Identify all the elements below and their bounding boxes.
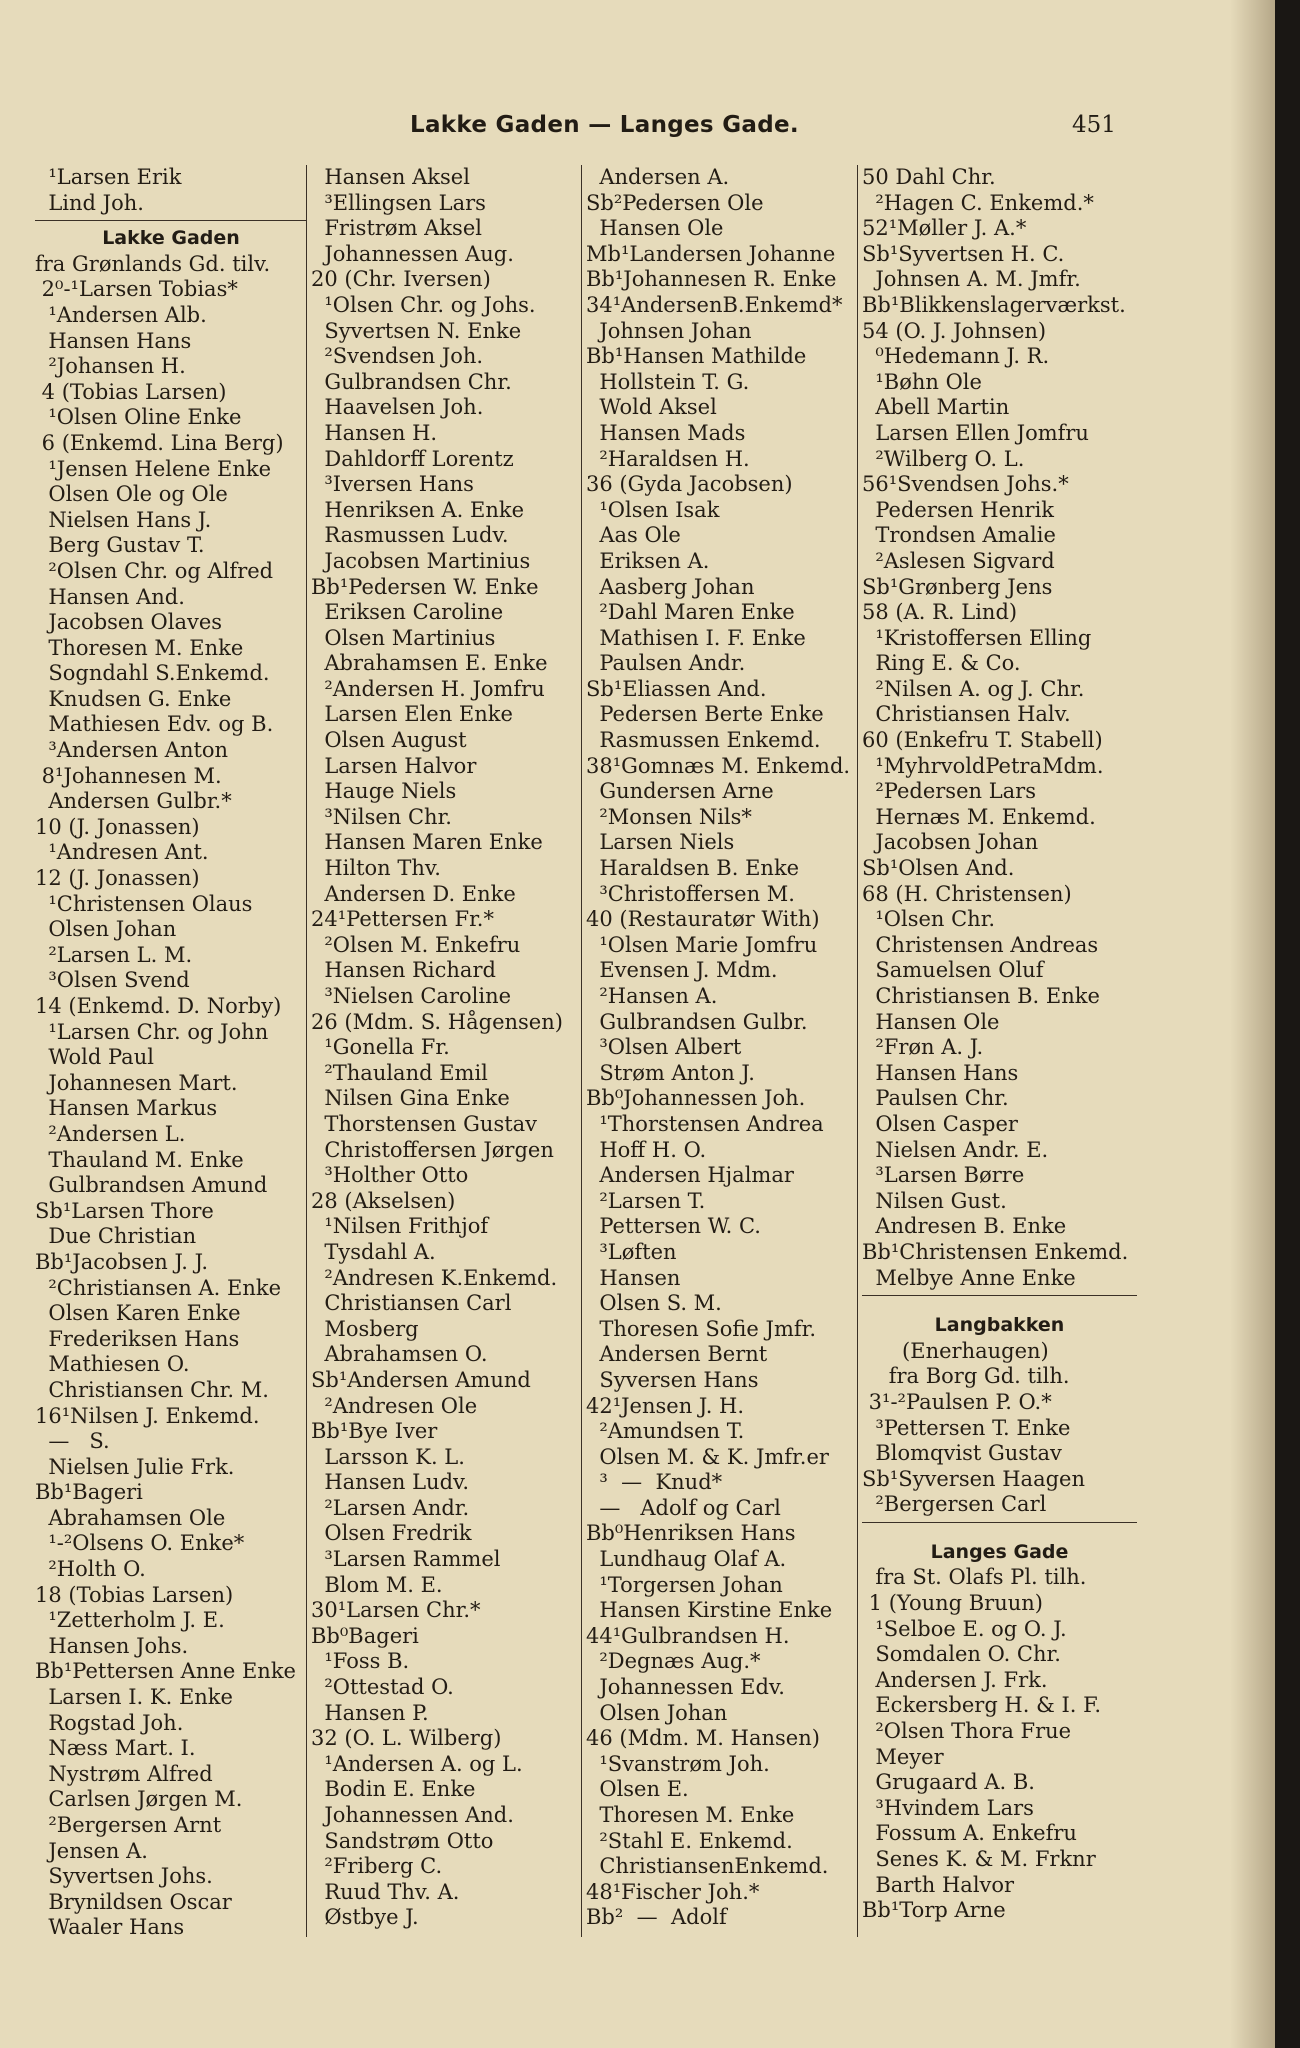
directory-entry: 4 (Tobias Larsen) <box>35 379 227 404</box>
directory-entry: Melbye Anne Enke <box>862 1265 1076 1290</box>
directory-entry: ¹Foss B. <box>311 1649 410 1674</box>
directory-entry: Hauge Niels <box>311 779 457 804</box>
directory-entry: Wold Paul <box>35 1045 154 1070</box>
directory-entry: Paulsen Chr. <box>862 1086 1009 1111</box>
directory-entry: Tysdahl A. <box>311 1239 436 1264</box>
directory-entry: Bb¹Pettersen Anne Enke <box>35 1659 296 1684</box>
directory-entry: Blom M. E. <box>311 1572 443 1597</box>
directory-entry: ¹Jensen Helene Enke <box>35 456 272 481</box>
directory-entry: Sb¹Grønberg Jens <box>862 574 1053 599</box>
directory-entry: 46 (Mdm. M. Hansen) <box>586 1726 820 1751</box>
directory-entry: Nilsen Gina Enke <box>311 1086 510 1111</box>
directory-entry: Bodin E. Enke <box>311 1777 476 1802</box>
directory-entry: Rasmussen Ludv. <box>311 523 509 548</box>
directory-entry: Sb¹Larsen Thore <box>35 1198 214 1223</box>
directory-entry: ³Hvindem Lars <box>862 1795 1034 1820</box>
directory-entry: Mosberg <box>311 1316 419 1341</box>
directory-entry: Paulsen Andr. <box>586 651 746 676</box>
directory-entry: Johannessen And. <box>311 1803 514 1827</box>
directory-entry: Sb²Pedersen Ole <box>586 190 764 215</box>
directory-entry: 68 (H. Christensen) <box>862 881 1072 906</box>
directory-entry: Gulbrandsen Amund <box>35 1173 268 1198</box>
directory-entry: ²Johansen H. <box>35 354 186 379</box>
directory-entry: 6 (Enkemd. Lina Berg) <box>35 430 284 455</box>
directory-entry: Olsen S. M. <box>586 1291 722 1316</box>
directory-entry: — S. <box>35 1429 110 1454</box>
directory-entry: 52¹Møller J. A.* <box>862 216 1027 241</box>
directory-entry: Sogndahl S.Enkemd. <box>35 661 270 686</box>
directory-entry: ³Nilsen Chr. <box>311 804 452 829</box>
directory-entry: Mathiesen O. <box>35 1352 190 1377</box>
directory-entry: Christiansen Carl <box>311 1291 512 1316</box>
directory-entry: ²Larsen Andr. <box>311 1495 470 1520</box>
directory-entry: ²Andersen L. <box>35 1121 186 1146</box>
directory-entry: ¹Olsen Chr. og Johs. <box>311 292 536 317</box>
directory-entry: Thorstensen Gustav <box>311 1111 538 1136</box>
directory-entry: Senes K. & M. Frknr <box>862 1847 1096 1871</box>
directory-entry: Bb¹Johannesen R. Enke <box>586 267 837 292</box>
directory-entry: Sb¹Syversen Haagen <box>862 1466 1085 1491</box>
directory-entry: ¹Andersen A. og L. <box>311 1751 523 1776</box>
directory-entry: Hansen Maren Enke <box>311 830 543 855</box>
directory-entry: ²Bergersen Arnt <box>35 1813 222 1837</box>
directory-entry: Haavelsen Joh. <box>311 395 484 420</box>
directory-entry: Hansen Richard <box>311 958 496 983</box>
directory-entry: Hansen <box>586 1265 681 1290</box>
directory-entry: ²Bergersen Carl <box>862 1492 1047 1517</box>
directory-entry: 2⁰-¹Larsen Tobias* <box>35 277 238 302</box>
directory-entry: Sandstrøm Otto <box>311 1828 494 1853</box>
directory-entry: Eriksen Caroline <box>311 600 504 625</box>
directory-entry: Larsson K. L. <box>311 1444 465 1469</box>
directory-entry: ³Andersen Anton <box>35 738 229 763</box>
directory-entry: Hansen H. <box>311 420 438 445</box>
directory-entry: Olsen August <box>311 728 467 753</box>
directory-entry: Larsen I. K. Enke <box>35 1685 233 1710</box>
directory-entry: ²Larsen L. M. <box>35 942 193 967</box>
directory-entry: Bb⁰Henriksen Hans <box>586 1521 796 1546</box>
directory-entry: ¹Svanstrøm Joh. <box>586 1751 770 1776</box>
directory-entry: ¹Christensen Olaus <box>35 891 253 916</box>
directory-entry: ³Olsen Svend <box>35 968 190 993</box>
directory-entry: Aas Ole <box>586 523 681 548</box>
directory-entry: Olsen Karen Enke <box>35 1301 241 1326</box>
running-title: Lakke Gaden — Langes Gade. <box>410 112 799 138</box>
directory-entry: 42¹Jensen J. H. <box>586 1393 745 1418</box>
directory-entry: Knudsen G. Enke <box>35 686 232 711</box>
directory-entry: ¹Olsen Chr. <box>862 907 996 932</box>
directory-entry: Mathisen I. F. Enke <box>586 625 806 650</box>
directory-entry: Bb¹Blikkenslagerværkst. <box>862 292 1126 317</box>
directory-entry: Abrahamsen E. Enke <box>311 651 548 676</box>
directory-entry: ¹Gonella Fr. <box>311 1035 450 1060</box>
column-4 <box>862 165 1137 1924</box>
directory-entry: 34¹AndersenB.Enkemd* <box>586 292 843 317</box>
directory-entry: 3¹-²Paulsen P. O.* <box>862 1389 1052 1414</box>
directory-entry: Nilsen Gust. <box>862 1188 1007 1213</box>
directory-entry: ¹Andresen Ant. <box>35 840 209 865</box>
directory-entry: ²Andresen K.Enkemd. <box>311 1265 558 1290</box>
directory-entry: ²Pedersen Lars <box>862 779 1036 804</box>
directory-entry: ²Olsen Thora Frue <box>862 1719 1072 1744</box>
directory-entry: ²Hagen C. Enkemd.* <box>862 190 1094 215</box>
directory-entry: Lind Joh. <box>35 190 144 215</box>
directory-entry: Jacobsen Martinius <box>311 548 531 573</box>
directory-entry: ²Frøn A. J. <box>862 1035 984 1060</box>
directory-entry: ¹MyhrvoldPetraMdm. <box>862 753 1104 778</box>
directory-entry: Hansen Hans <box>35 328 192 353</box>
directory-entry: Olsen M. & K. Jmfr.er <box>586 1444 829 1469</box>
directory-entry: 58 (A. R. Lind) <box>862 600 1018 625</box>
directory-entry: Olsen Casper <box>862 1111 1018 1136</box>
directory-entry: Strøm Anton J. <box>586 1060 755 1085</box>
directory-entry: Eriksen A. <box>586 548 710 573</box>
directory-entry: ²Haraldsen H. <box>586 446 750 471</box>
directory-entry: Carlsen Jørgen M. <box>35 1787 243 1812</box>
directory-entry: ¹Kristoffersen Elling <box>862 625 1092 650</box>
directory-entry: Jacobsen Olaves <box>35 610 223 635</box>
directory-entry: ¹Larsen Chr. og John <box>35 1019 269 1044</box>
directory-entry: ¹Thorstensen Andrea <box>586 1111 824 1136</box>
directory-entry: 16¹Nilsen J. Enkemd. <box>35 1403 260 1428</box>
directory-entry: 1 (Young Bruun) <box>862 1591 1043 1616</box>
directory-entry: Fossum A. Enkefru <box>862 1821 1077 1846</box>
directory-entry: Aasberg Johan <box>586 574 755 599</box>
section-gap <box>862 1301 1137 1313</box>
directory-entry: ²Andresen Ole <box>311 1393 478 1418</box>
directory-entry: — Adolf og Carl <box>586 1495 781 1520</box>
directory-entry: Due Christian <box>35 1224 197 1249</box>
directory-entry: Andresen B. Enke <box>862 1214 1067 1239</box>
directory-entry: Gulbrandsen Chr. <box>311 369 512 394</box>
directory-entry: Bb¹Hansen Mathilde <box>586 344 807 369</box>
directory-entry: Bb⁰Johannessen Joh. <box>586 1086 806 1111</box>
page-header <box>0 112 1140 146</box>
directory-entry: 28 (Akselsen) <box>311 1188 456 1213</box>
directory-entry: Grugaard A. B. <box>862 1770 1035 1795</box>
directory-entry: Christiansen Chr. M. <box>35 1377 269 1402</box>
directory-entry: Mathiesen Edv. og B. <box>35 712 274 737</box>
directory-entry: 24¹Pettersen Fr.* <box>311 907 494 932</box>
directory-entry: ²Nilsen A. og J. Chr. <box>862 676 1085 701</box>
directory-entry: 26 (Mdm. S. Hågensen) <box>311 1009 563 1034</box>
directory-entry: Bb¹Pedersen W. Enke <box>311 574 539 599</box>
directory-entry: ⁰Hedemann J. R. <box>862 344 1050 369</box>
directory-entry: ²Olsen Chr. og Alfred <box>35 558 274 583</box>
directory-entry: 14 (Enkemd. D. Norby) <box>35 994 282 1018</box>
directory-entry: Hansen Ole <box>862 1009 1000 1034</box>
directory-entry: Samuelsen Oluf <box>862 958 1044 983</box>
directory-entry: ²Dahl Maren Enke <box>586 600 795 625</box>
directory-entry: 50 Dahl Chr. <box>862 165 996 189</box>
directory-entry: Olsen E. <box>586 1777 689 1802</box>
directory-entry: Dahldorff Lorentz <box>311 446 514 471</box>
directory-entry: ²Aslesen Sigvard <box>862 548 1055 573</box>
directory-entry: ³Olsen Albert <box>586 1035 742 1060</box>
directory-entry: fra Grønlands Gd. tilv. <box>35 251 271 276</box>
directory-entry: Henriksen A. Enke <box>311 497 525 522</box>
street-heading: Langbakken <box>934 1314 1065 1337</box>
directory-entry: Jacobsen Johan <box>862 830 1039 855</box>
directory-entry: ¹Larsen Erik <box>35 165 182 189</box>
column-2 <box>311 165 583 1931</box>
directory-entry: Sb¹Olsen And. <box>862 856 1015 881</box>
directory-entry: Andersen J. Frk. <box>862 1667 1048 1692</box>
directory-entry: Hansen P. <box>311 1700 429 1725</box>
directory-entry: Olsen Fredrik <box>311 1521 472 1546</box>
directory-entry: Hansen Hans <box>862 1060 1019 1085</box>
directory-entry: ²Christiansen A. Enke <box>35 1275 282 1300</box>
directory-entry: Sb¹Eliassen And. <box>586 676 767 701</box>
directory-entry: ¹Bøhn Ole <box>862 369 982 394</box>
directory-entry: Larsen Niels <box>586 830 735 855</box>
directory-entry: Abrahamsen Ole <box>35 1505 226 1530</box>
section-divider <box>862 1522 1137 1523</box>
directory-entry: Hansen Johs. <box>35 1633 189 1658</box>
directory-entry: Hansen Kirstine Enke <box>586 1598 833 1623</box>
directory-entry: Trondsen Amalie <box>862 523 1056 548</box>
directory-entry: Johannessen Edv. <box>586 1675 785 1700</box>
directory-entry: 20 (Chr. Iversen) <box>311 267 491 292</box>
directory-entry: Sb¹Syvertsen H. C. <box>862 241 1065 266</box>
directory-entry: ²Stahl E. Enkemd. <box>586 1828 793 1853</box>
directory-entry: ²Ottestad O. <box>311 1675 454 1700</box>
directory-entry: Christiansen B. Enke <box>862 984 1100 1008</box>
directory-entry: ²Amundsen T. <box>586 1419 745 1444</box>
directory-entry: Andersen A. <box>586 165 730 189</box>
directory-entry: Andersen D. Enke <box>311 881 516 906</box>
directory-entry: ¹Olsen Marie Jomfru <box>586 932 818 957</box>
directory-entry: 60 (Enkefru T. Stabell) <box>862 728 1103 753</box>
section-divider <box>35 220 307 221</box>
directory-entry: Bb¹Torp Arne <box>862 1898 1006 1923</box>
directory-entry: Hernæs M. Enkemd. <box>862 804 1096 829</box>
directory-entry: ²Holth O. <box>35 1557 146 1582</box>
directory-entry: ³ — Knud* <box>586 1470 723 1495</box>
directory-entry: Syvertsen Johs. <box>35 1864 213 1889</box>
directory-entry: ²Monsen Nils* <box>586 804 752 829</box>
directory-entry: Johnsen A. M. Jmfr. <box>862 267 1081 292</box>
directory-entry: ¹Torgersen Johan <box>586 1572 783 1597</box>
directory-entry: Waaler Hans <box>35 1915 185 1940</box>
directory-entry: Rogstad Joh. <box>35 1710 184 1735</box>
directory-entry: Johannessen Aug. <box>311 241 514 266</box>
directory-entry: ¹Andersen Alb. <box>35 302 207 327</box>
directory-entry: ³Løften <box>586 1239 677 1264</box>
directory-entry: Olsen Johan <box>586 1700 728 1725</box>
page-number: 451 <box>1072 112 1116 138</box>
directory-entry: Frederiksen Hans <box>35 1326 240 1351</box>
directory-entry: Bb¹Jacobsen J. J. <box>35 1249 209 1274</box>
directory-entry: Eckersberg H. & I. F. <box>862 1693 1102 1718</box>
directory-entry: Hansen Markus <box>35 1096 218 1121</box>
directory-entry: Nielsen Julie Frk. <box>35 1454 235 1479</box>
directory-entry: Larsen Elen Enke <box>311 702 513 727</box>
directory-entry: ³Nielsen Caroline <box>311 984 512 1008</box>
directory-entry: Hansen Ole <box>586 216 724 241</box>
directory-entry: Nielsen Hans J. <box>35 507 212 532</box>
directory-entry: Berg Gustav T. <box>35 533 205 558</box>
directory-entry: Pedersen Berte Enke <box>586 702 824 727</box>
directory-entry: 32 (O. L. Wilberg) <box>311 1726 502 1751</box>
directory-entry: Abell Martin <box>862 395 1010 420</box>
directory-entry: Bb¹Bageri <box>35 1480 143 1505</box>
street-heading: Langes Gade <box>930 1540 1069 1563</box>
directory-entry: ¹-²Olsens O. Enke* <box>35 1531 245 1556</box>
directory-entry: ¹Nilsen Frithjof <box>311 1214 489 1239</box>
directory-entry: Thauland M. Enke <box>35 1147 244 1172</box>
directory-entry: 30¹Larsen Chr.* <box>311 1598 481 1623</box>
directory-entry: ¹Olsen Oline Enke <box>35 405 242 430</box>
directory-entry: Syvertsen N. Enke <box>311 318 522 343</box>
directory-entry: Bb¹Bye Iver <box>311 1419 438 1444</box>
directory-entry: fra St. Olafs Pl. tilh. <box>862 1565 1087 1590</box>
directory-entry: Ring E. & Co. <box>862 651 1021 676</box>
directory-entry: Bb² — Adolf <box>586 1905 727 1930</box>
directory-entry: Johannesen Mart. <box>35 1070 238 1095</box>
directory-entry: Christoffersen Jørgen <box>311 1137 554 1162</box>
directory-entry: ²Larsen T. <box>586 1188 706 1213</box>
directory-entry: ²Friberg C. <box>311 1854 443 1879</box>
directory-entry: ChristiansenEnkemd. <box>586 1854 829 1879</box>
directory-entry: Bb¹Christensen Enkemd. <box>862 1239 1129 1264</box>
directory-entry: ³Pettersen T. Enke <box>862 1415 1071 1440</box>
directory-entry: (Enerhaugen) <box>862 1338 1049 1363</box>
directory-entry: Barth Halvor <box>862 1872 1015 1897</box>
directory-entry: ²Olsen M. Enkefru <box>311 932 521 957</box>
directory-entry: Olsen Martinius <box>311 625 496 650</box>
directory-entry: Østbye J. <box>311 1905 419 1930</box>
directory-entry: Jensen A. <box>35 1838 148 1863</box>
directory-entry: Hansen Ludv. <box>311 1470 470 1495</box>
directory-entry: ¹Zetterholm J. E. <box>35 1608 225 1633</box>
directory-entry: Haraldsen B. Enke <box>586 856 800 881</box>
directory-entry: 38¹Gomnæs M. Enkemd. <box>586 753 851 778</box>
directory-entry: Pedersen Henrik <box>862 497 1055 522</box>
directory-entry: Hansen And. <box>35 584 185 609</box>
directory-entry: 18 (Tobias Larsen) <box>35 1582 234 1607</box>
directory-entry: Abrahamsen O. <box>311 1342 488 1367</box>
directory-entry: Thoresen M. Enke <box>586 1803 795 1827</box>
directory-entry: Fristrøm Aksel <box>311 216 482 241</box>
directory-entry: Sb¹Andersen Amund <box>311 1367 531 1392</box>
directory-entry: Thoresen Sofie Jmfr. <box>586 1316 817 1341</box>
directory-entry: Gulbrandsen Gulbr. <box>586 1009 808 1034</box>
directory-entry: ¹Selboe E. og O. J. <box>862 1616 1067 1641</box>
directory-entry: 40 (Restauratør With) <box>586 907 820 932</box>
street-heading: Lakke Gaden <box>102 227 240 250</box>
directory-entry: Gundersen Arne <box>586 779 774 804</box>
directory-entry: 8¹Johannesen M. <box>35 763 222 788</box>
directory-entry: Larsen Ellen Jomfru <box>862 420 1089 445</box>
directory-entry: Nystrøm Alfred <box>35 1761 213 1786</box>
directory-entry: 10 (J. Jonassen) <box>35 814 200 839</box>
directory-entry: ³Ellingsen Lars <box>311 190 486 215</box>
section-divider <box>862 1295 1137 1296</box>
directory-entry: Blomqvist Gustav <box>862 1441 1062 1466</box>
column-3 <box>586 165 858 1931</box>
directory-entry: Hoff H. O. <box>586 1137 707 1162</box>
directory-entry: ³Iversen Hans <box>311 472 474 497</box>
directory-entry: Wold Aksel <box>586 395 717 420</box>
directory-entry: Andersen Gulbr.* <box>35 789 232 814</box>
directory-entry: Thoresen M. Enke <box>35 635 244 660</box>
directory-entry: Hansen Mads <box>586 420 746 445</box>
directory-entry: Bb⁰Bageri <box>311 1623 419 1648</box>
directory-entry: Lundhaug Olaf A. <box>586 1547 787 1572</box>
directory-entry: ³Christoffersen M. <box>586 881 795 906</box>
directory-entry: Mb¹Landersen Johanne <box>586 241 836 266</box>
directory-entry: ²Svendsen Joh. <box>311 344 484 369</box>
directory-entry: ¹Olsen Isak <box>586 497 720 522</box>
directory-entry: ³Holther Otto <box>311 1163 469 1188</box>
directory-entry: 36 (Gyda Jacobsen) <box>586 472 793 497</box>
column-1 <box>35 165 307 1941</box>
directory-entry: Hollstein T. G. <box>586 369 750 394</box>
directory-entry: Nielsen Andr. E. <box>862 1137 1049 1162</box>
directory-entry: Pettersen W. C. <box>586 1214 761 1239</box>
directory-entry: 54 (O. J. Johnsen) <box>862 318 1047 343</box>
section-gap <box>862 1528 1137 1540</box>
directory-entry: Andersen Hjalmar <box>586 1163 794 1188</box>
directory-entry: ²Degnæs Aug.* <box>586 1649 761 1674</box>
directory-entry: fra Borg Gd. tilh. <box>862 1364 1070 1389</box>
directory-entry: ²Andersen H. Jomfru <box>311 676 545 701</box>
directory-entry: Johnsen Johan <box>586 318 752 343</box>
directory-entry: Hansen Aksel <box>311 165 470 189</box>
directory-entry: 48¹Fischer Joh.* <box>586 1879 760 1904</box>
directory-entry: Meyer <box>862 1744 944 1769</box>
directory-entry: Evensen J. Mdm. <box>586 958 778 983</box>
directory-entry: 44¹Gulbrandsen H. <box>586 1623 790 1648</box>
directory-entry: Ruud Thv. A. <box>311 1879 460 1904</box>
directory-entry: Christensen Andreas <box>862 932 1099 957</box>
directory-entry: 12 (J. Jonassen) <box>35 866 200 891</box>
directory-entry: Larsen Halvor <box>311 753 477 778</box>
directory-entry: Andersen Bernt <box>586 1342 768 1367</box>
directory-entry: Næss Mart. I. <box>35 1736 196 1761</box>
directory-entry: Syversen Hans <box>586 1367 759 1392</box>
directory-entry: Olsen Johan <box>35 917 177 942</box>
directory-entry: Brynildsen Oscar <box>35 1889 232 1914</box>
directory-entry: ³Larsen Børre <box>862 1163 1025 1188</box>
directory-entry: Hilton Thv. <box>311 856 441 881</box>
directory-entry: Christiansen Halv. <box>862 702 1071 727</box>
directory-entry: ³Larsen Rammel <box>311 1547 501 1572</box>
directory-entry: Somdalen O. Chr. <box>862 1642 1061 1667</box>
directory-entry: Olsen Ole og Ole <box>35 482 228 507</box>
directory-entry: ²Thauland Emil <box>311 1060 488 1085</box>
directory-entry: 56¹Svendsen Johs.* <box>862 472 1069 497</box>
directory-entry: Rasmussen Enkemd. <box>586 728 821 753</box>
directory-entry: ²Hansen A. <box>586 984 718 1008</box>
directory-entry: ²Wilberg O. L. <box>862 446 1025 471</box>
